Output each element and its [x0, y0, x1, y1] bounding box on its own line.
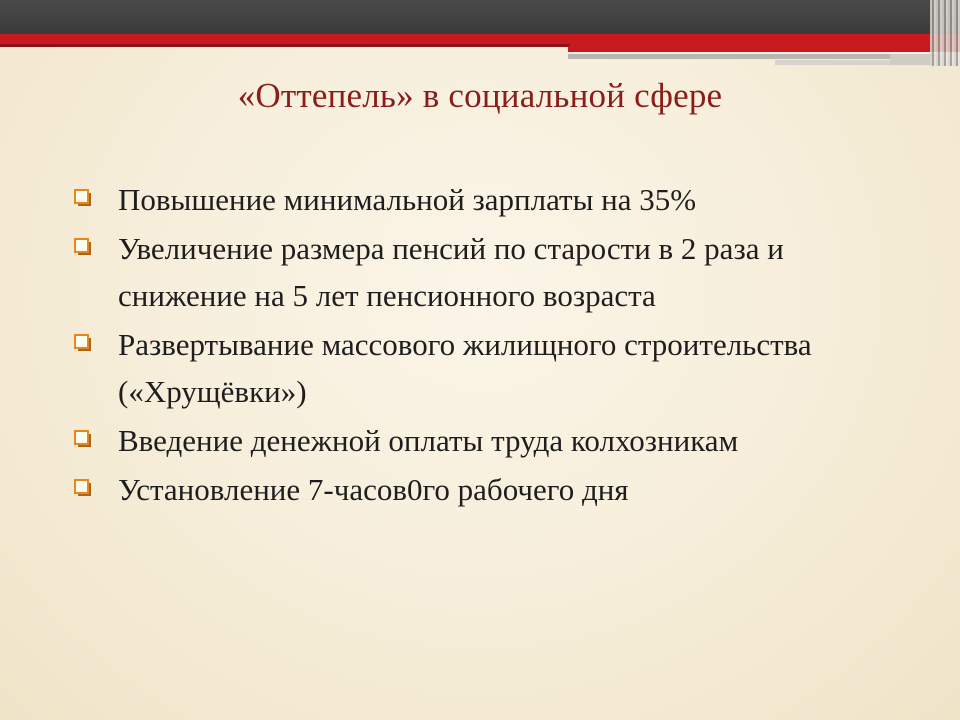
dark-header-band [0, 0, 960, 34]
hollow-square-icon [74, 334, 92, 352]
list-item-text: Повышение минимальной зарплаты на 35% [118, 182, 697, 217]
corner-stripes [930, 0, 960, 66]
red-step-band [568, 46, 960, 54]
bullet-list [72, 176, 912, 513]
slide-title: «Оттепель» в социальной сфере [237, 76, 723, 115]
list-item [72, 466, 912, 513]
list-item-text: Введение денежной оплаты труда колхозникам [118, 423, 739, 458]
hollow-square-icon [74, 479, 92, 497]
list-item [72, 417, 912, 464]
hollow-square-icon [74, 189, 92, 207]
hollow-square-icon [74, 238, 92, 256]
list-item-text: Увеличение размера пенсий по старости в 2 раза и снижение на 5 лет пенсионного возраста [118, 231, 784, 313]
list-item-text: Установление 7-часов0го рабочего дня [118, 472, 629, 507]
gray-step-band [568, 54, 892, 59]
list-item [72, 321, 912, 415]
list-item [72, 225, 912, 319]
hollow-square-icon [74, 430, 92, 448]
list-item-text: Развертывание массового жилищного строительства («Хрущёвки») [118, 327, 812, 409]
list-item [72, 176, 912, 223]
red-accent-shadow [0, 44, 570, 47]
